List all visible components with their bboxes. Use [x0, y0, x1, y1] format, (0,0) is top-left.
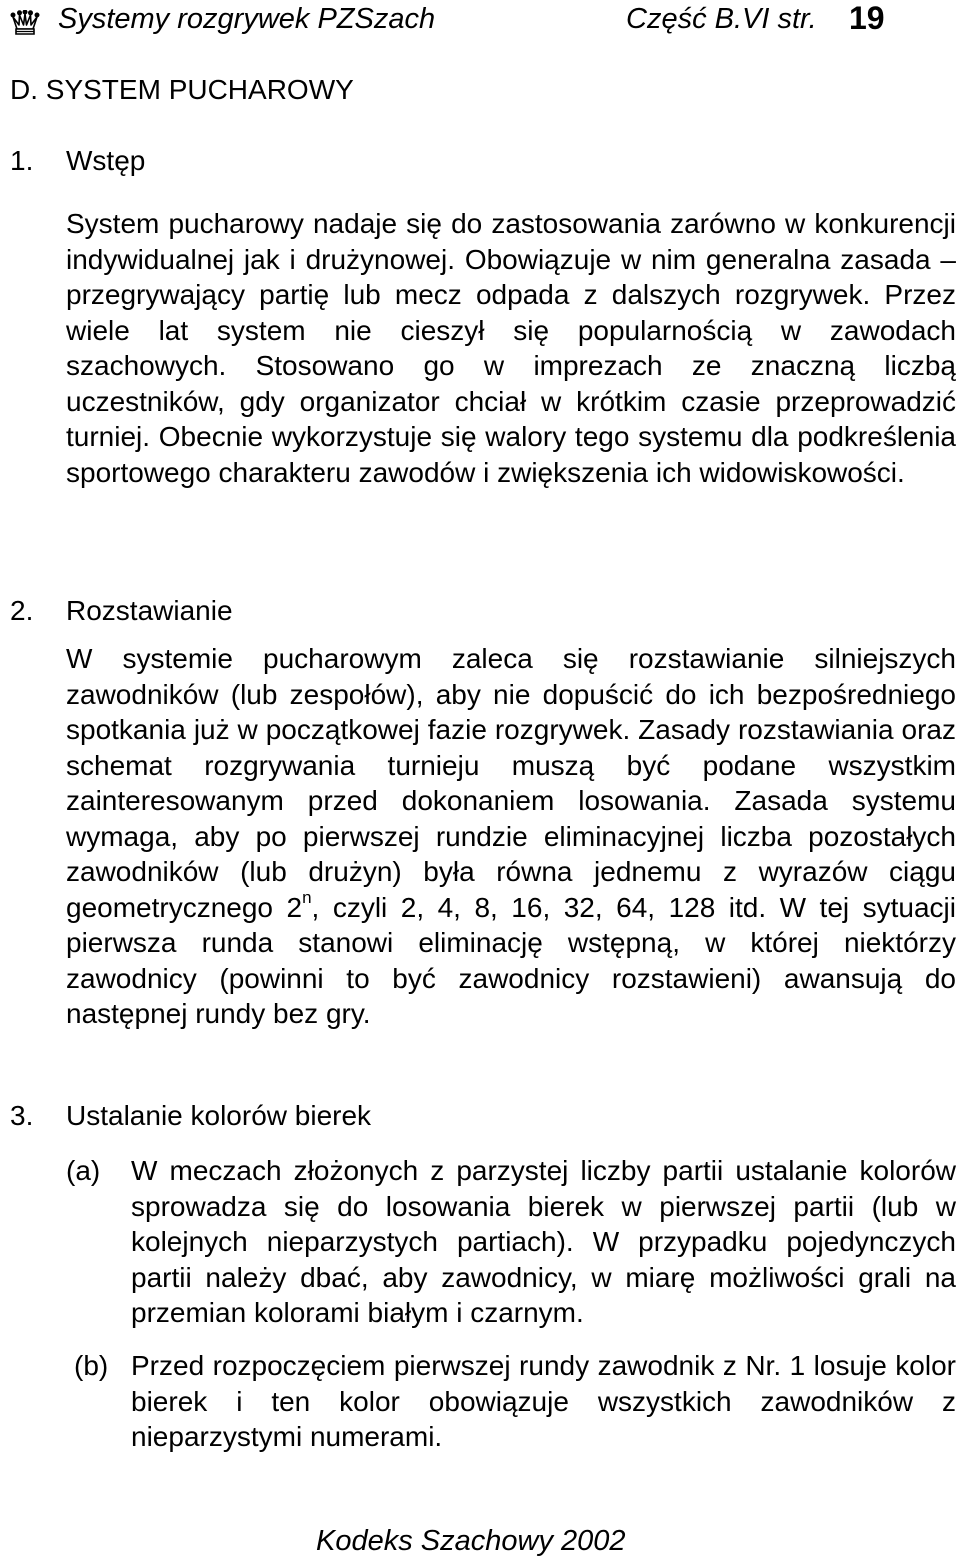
section-heading: Rozstawianie: [66, 595, 233, 626]
chess-queen-icon: [10, 10, 40, 36]
page-number: 19: [849, 0, 885, 36]
paragraph-text: W systemie pucharowym zaleca się rozstawianie silniejszych zawodników (lub zespołów), aby nie dopuścić do ich bezpośredniego spotkania już w początkowej fazie rozgrywek. Zasady rozstawiania oraz schemat rozgrywania turnieju muszą być podane wszystkim zainteresowanym przed dokonaniem losowania. Zasada systemu wymaga, aby po pierwszej rundzie eliminacyjnej liczba pozostałych zawodników (lub drużyn) była równa jednemu z wyrazów ciągu geometrycznego 2: [66, 643, 956, 923]
list-item-label: (b): [74, 1350, 109, 1381]
section-number: 1.: [10, 145, 34, 176]
section-paragraph: [66, 641, 956, 1032]
page-header: [0, 0, 960, 40]
section-title: D. SYSTEM PUCHAROWY: [10, 74, 354, 105]
header-part-label: Część B.VI str.: [626, 3, 817, 35]
section-heading: Wstęp: [66, 145, 146, 176]
superscript-exponent: n: [302, 887, 312, 907]
page-footer: Kodeks Szachowy 2002: [316, 1525, 626, 1557]
section-paragraph: System pucharowy nadaje się do zastosowania zarówno w konkurencji indywidualnej jak i drużynowej. Obowiązuje w nim generalna zasada – przegrywający partię lub mecz odpada z dalszych rozgrywek. Przez wiele lat system nie cieszył się popularnością w zawodach szachowych. Stosowano go w imprezach ze znaczną liczbą uczestników, gdy organizator chciał w krótkim czasie przeprowadzić turniej. Obecnie wykorzystuje się walory tego systemu dla podkreślenia sportowego charakteru zawodów i zwiększenia ich widowiskowości.: [66, 208, 956, 488]
section-heading: Ustalanie kolorów bierek: [66, 1100, 372, 1131]
header-title: Systemy rozgrywek PZSzach: [58, 3, 436, 35]
paragraph-text: , czyli 2, 4, 8, 16, 32, 64, 128 itd. W tej sytuacji pierwsza runda stanowi eliminację wstępną, w której niektórzy zawodnicy (powinni to być zawodnicy rozstawieni) awansują do następnej rundy bez gry.: [66, 891, 956, 1029]
section-number: 2.: [10, 595, 34, 626]
list-item-label: (a): [66, 1155, 101, 1186]
list-item-text: W meczach złożonych z parzystej liczby partii ustalanie kolorów sprowadza się do losowania bierek w pierwszej partii (lub w kolejnych nieparzystych partiach). W przypadku pojedynczych partii należy dbać, aby zawodnicy, w miarę możliwości grali na przemian kolorami białym i czarnym.: [131, 1155, 956, 1328]
list-item-text: Przed rozpoczęciem pierwszej rundy zawodnik z Nr. 1 losuje kolor bierek i ten kolor obowiązuje wszystkich zawodników z nieparzystymi numerami.: [131, 1350, 956, 1452]
section-number: 3.: [10, 1100, 34, 1131]
